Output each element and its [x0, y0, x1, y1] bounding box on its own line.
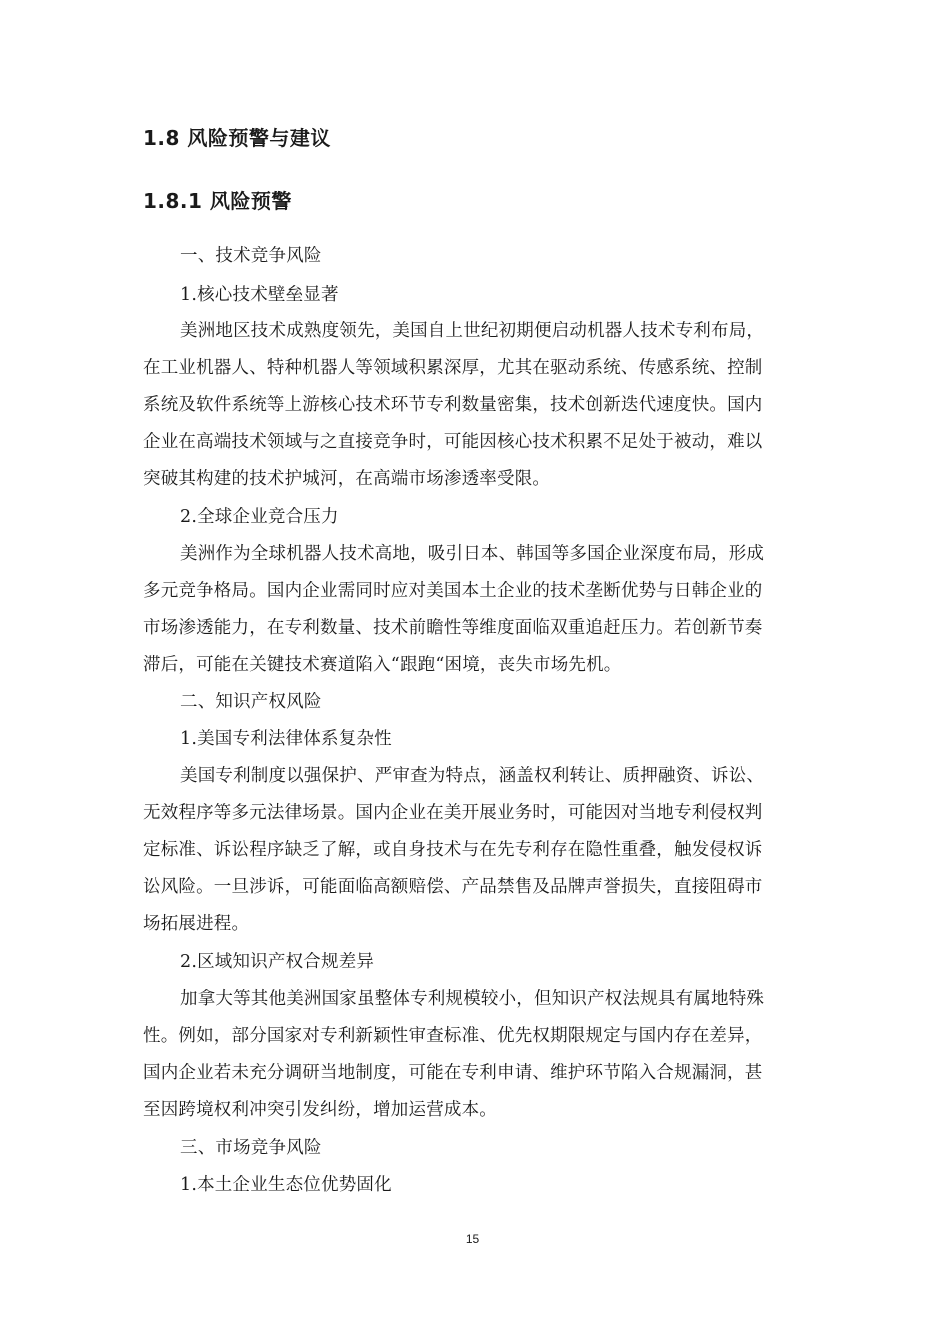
page-number: 15 — [465, 1232, 480, 1246]
section-heading: 1.8 风险预警与建议 — [143, 126, 331, 150]
paragraph-line: 加拿大等其他美洲国家虽整体专利规模较小，但知识产权法规具有属地特殊 — [180, 989, 765, 1009]
paragraph-line: 美洲地区技术成熟度领先，美国自上世纪初期便启动机器人技术专利布局， — [180, 321, 765, 341]
paragraph-line: 美洲作为全球机器人技术高地，吸引日本、韩国等多国企业深度布局，形成 — [180, 544, 765, 564]
paragraph-line: 无效程序等多元法律场景。国内企业在美开展业务时，可能因对当地专利侵权判 — [143, 803, 763, 823]
paragraph-line: 市场渗透能力，在专利数量、技术前瞻性等维度面临双重追赶压力。若创新节奏 — [143, 618, 763, 638]
paragraph-line: 企业在高端技术领域与之直接竞争时，可能因核心技术积累不足处于被动，难以 — [143, 432, 763, 452]
item-heading: 1.本土企业生态位优势固化 — [180, 1175, 392, 1195]
item-heading: 1.核心技术壁垒显著 — [180, 285, 339, 305]
paragraph-line: 滞后，可能在关键技术赛道陷入“跟跑“困境，丧失市场先机。 — [143, 655, 622, 675]
list-heading: 二、知识产权风险 — [180, 692, 322, 712]
list-heading: 三、市场竞争风险 — [180, 1138, 322, 1158]
paragraph-line: 至因跨境权利冲突引发纠纷，增加运营成本。 — [143, 1100, 497, 1120]
paragraph-line: 定标准、诉讼程序缺乏了解，或自身技术与在先专利存在隐性重叠，触发侵权诉 — [143, 840, 763, 860]
paragraph-line: 国内企业若未充分调研当地制度，可能在专利申请、维护环节陷入合规漏洞，甚 — [143, 1063, 763, 1083]
paragraph-line: 性。例如，部分国家对专利新颖性审查标准、优先权期限规定与国内存在差异， — [143, 1026, 763, 1046]
paragraph-line: 讼风险。一旦涉诉，可能面临高额赔偿、产品禁售及品牌声誉损失，直接阻碍市 — [143, 877, 763, 897]
paragraph-line: 美国专利制度以强保护、严审查为特点，涵盖权利转让、质押融资、诉讼、 — [180, 766, 765, 786]
paragraph-line: 突破其构建的技术护城河，在高端市场渗透率受限。 — [143, 469, 551, 489]
subsection-heading: 1.8.1 风险预警 — [143, 189, 292, 213]
item-heading: 1.美国专利法律体系复杂性 — [180, 729, 392, 749]
paragraph-line: 在工业机器人、特种机器人等领域积累深厚，尤其在驱动系统、传感系统、控制 — [143, 358, 763, 378]
item-heading: 2.区域知识产权合规差异 — [180, 952, 375, 972]
paragraph-line: 多元竞争格局。国内企业需同时应对美国本土企业的技术垄断优势与日韩企业的 — [143, 581, 763, 601]
paragraph-line: 场拓展进程。 — [143, 914, 250, 934]
paragraph-line: 系统及软件系统等上游核心技术环节专利数量密集，技术创新迭代速度快。国内 — [143, 395, 763, 415]
list-heading: 一、技术竞争风险 — [180, 246, 322, 266]
item-heading: 2.全球企业竞合压力 — [180, 507, 339, 527]
